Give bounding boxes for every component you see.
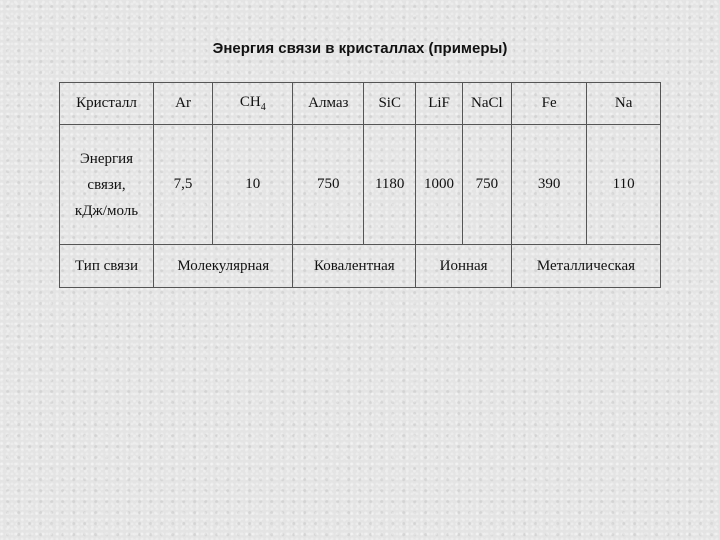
- energy-cell: 1180: [364, 125, 416, 245]
- row-header-bond-type: Тип связи: [60, 245, 154, 288]
- row-header-crystal: Кристалл: [60, 83, 154, 125]
- table-row-energy: [60, 125, 661, 245]
- crystal-cell: Fe: [511, 83, 586, 125]
- energy-cell: 750: [462, 125, 511, 245]
- energy-cell: 7,5: [154, 125, 213, 245]
- bond-energy-table: [59, 82, 661, 288]
- crystal-cell: Na: [587, 83, 661, 125]
- bond-type-cell: Молекулярная: [154, 245, 293, 288]
- crystal-cell: NaCl: [462, 83, 511, 125]
- crystal-cell: Алмаз: [293, 83, 364, 125]
- crystal-cell: $CH_4$: [213, 83, 293, 125]
- bond-type-cell: Ковалентная: [293, 245, 416, 288]
- row-header-energy: Энергия связи, кДж/моль: [60, 125, 154, 245]
- energy-cell: 750: [293, 125, 364, 245]
- page-title: Энергия связи в кристаллах (примеры): [212, 40, 508, 57]
- bond-type-cell: Металлическая: [511, 245, 660, 288]
- energy-cell: 110: [587, 125, 661, 245]
- crystal-cell: SiC: [364, 83, 416, 125]
- energy-cell: 10: [213, 125, 293, 245]
- bond-type-cell: Ионная: [416, 245, 512, 288]
- crystal-cell: LiF: [416, 83, 463, 125]
- crystal-cell: Ar: [154, 83, 213, 125]
- energy-cell: 1000: [416, 125, 463, 245]
- table-row-bond-type: [60, 245, 661, 288]
- energy-cell: 390: [511, 125, 586, 245]
- table-row-crystals: [60, 83, 661, 125]
